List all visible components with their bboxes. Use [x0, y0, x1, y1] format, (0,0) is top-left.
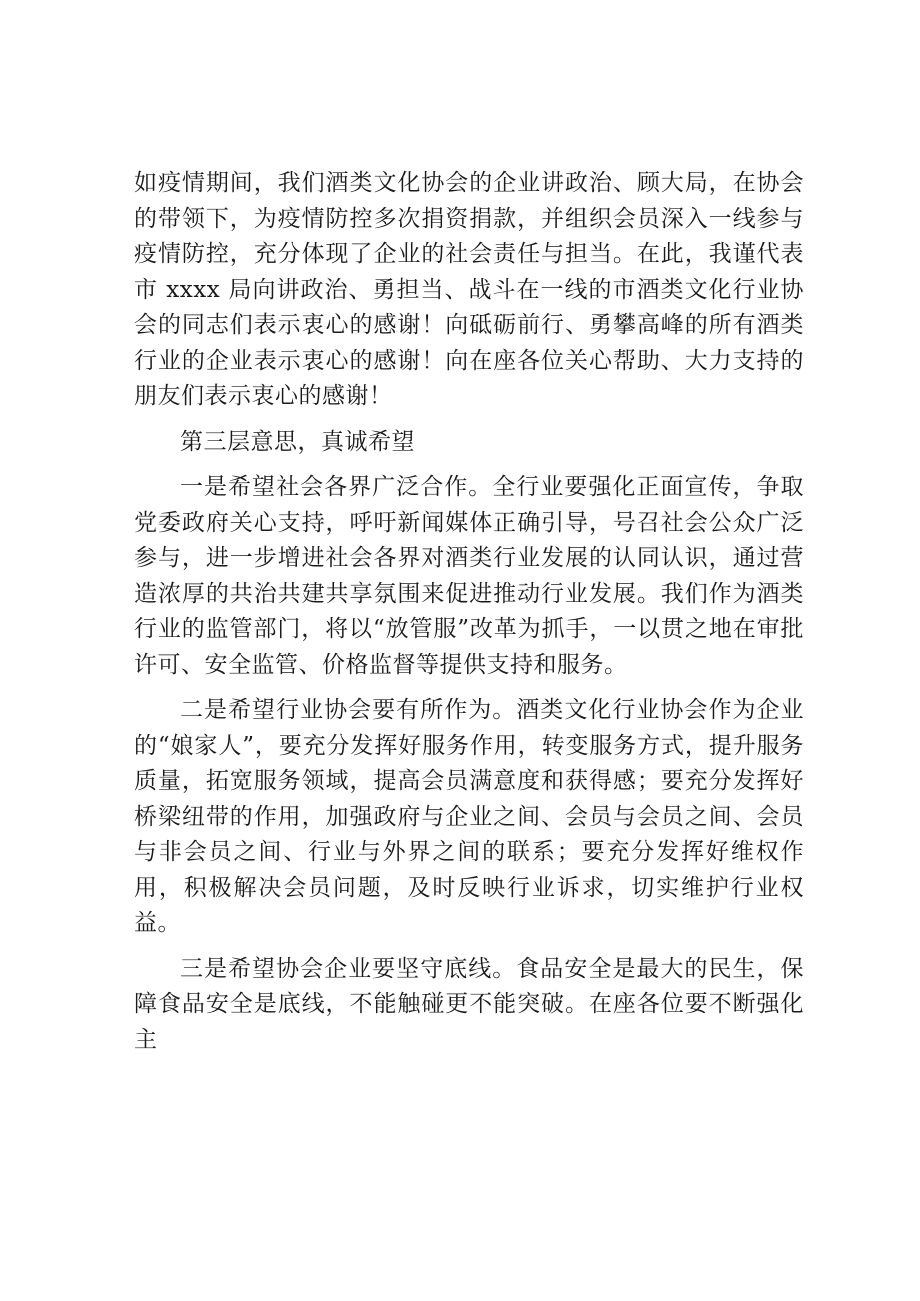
paragraph-hope-three: 三是希望协会企业要坚守底线。食品安全是最大的民生，保障食品安全是底线，不能触碰更不能突破。在座各位要不断强化主 — [134, 955, 804, 1053]
section-heading-sincere-hopes: 第三层意思，真诚希望 — [180, 428, 415, 455]
paragraph-thanks: 如疫情期间，我们酒类文化协会的企业讲政治、顾大局，在协会的带领下，为疫情防控多次捐资捐款，并组织会员深入一线参与疫情防控，充分体现了企业的社会责任与担当。在此，我谨代表市 xxxx 局向讲政治、勇担当、战斗在一线的市酒类文化行业协会的同志们表示衷心的感谢！向砥砺前行、勇攀高峰的所有酒类行业的企业表示衷心的感谢！向在座各位关心帮助、大力支持的朋友们表示衷心的感谢！ — [134, 170, 804, 409]
document-body — [134, 166, 804, 1058]
paragraph-hope-two: 二是希望行业协会要有所作为。酒类文化行业协会作为企业的“娘家人”，要充分发挥好服务作用，转变服务方式，提升服务质量，拓宽服务领域，提高会员满意度和获得感；要充分发挥好桥梁纽带的作用，加强政府与企业之间、会员与会员之间、会员与非会员之间、行业与外界之间的联系；要充分发挥好维权作用，积极解决会员问题，及时反映行业诉求，切实维护行业权益。 — [134, 697, 804, 936]
paragraph-hope-one: 一是希望社会各界广泛合作。全行业要强化正面宣传，争取党委政府关心支持，呼吁新闻媒体正确引导，号召社会公众广泛参与，进一步增进社会各界对酒类行业发展的认同认识，通过营造浓厚的共治共建共享氛围来促进推动行业发展。我们作为酒类行业的监管部门，将以“放管服”改革为抓手，一以贯之地在审批许可、安全监管、价格监督等提供支持和服务。 — [134, 474, 804, 678]
